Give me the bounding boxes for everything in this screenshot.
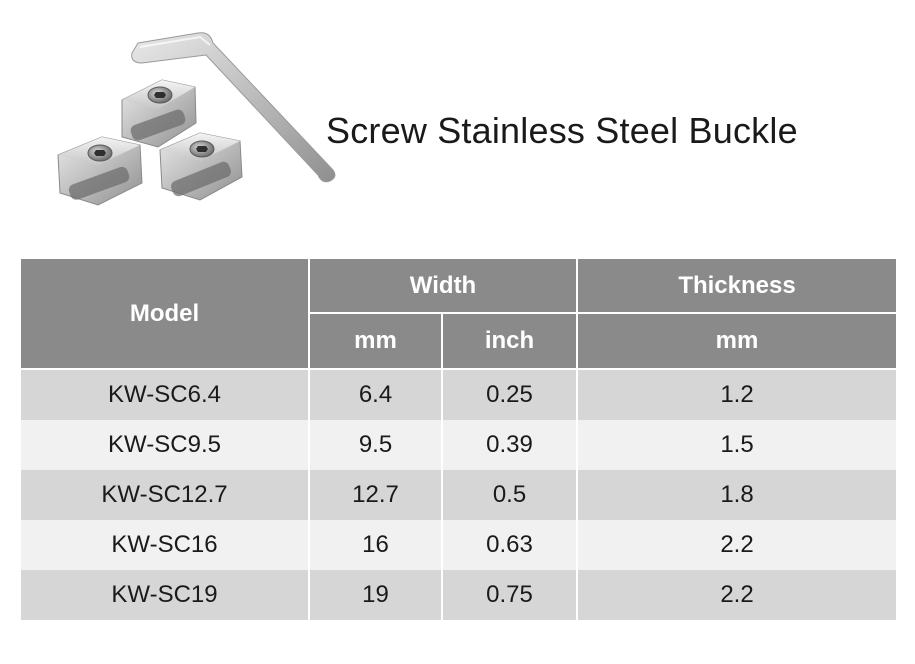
cell-model: KW-SC6.4	[21, 369, 309, 420]
product-image	[50, 25, 350, 220]
cell-model: KW-SC19	[21, 570, 309, 620]
buckle-left-icon	[58, 137, 142, 205]
table-row	[21, 520, 896, 570]
cell-width-inch: 0.39	[442, 420, 577, 470]
cell-width-mm: 12.7	[309, 470, 442, 520]
table-row	[21, 369, 896, 420]
buckle-center-icon	[122, 80, 196, 147]
cell-width-mm: 6.4	[309, 369, 442, 420]
cell-width-inch: 0.25	[442, 369, 577, 420]
cell-thickness: 2.2	[577, 520, 896, 570]
cell-thickness: 1.5	[577, 420, 896, 470]
header-width: Width	[309, 258, 577, 313]
cell-model: KW-SC9.5	[21, 420, 309, 470]
header-thickness: Thickness	[577, 258, 896, 313]
cell-thickness: 1.8	[577, 470, 896, 520]
header-model: Model	[21, 258, 309, 369]
table-row	[21, 470, 896, 520]
cell-model: KW-SC16	[21, 520, 309, 570]
cell-width-inch: 0.75	[442, 570, 577, 620]
cell-width-inch: 0.63	[442, 520, 577, 570]
cell-width-mm: 9.5	[309, 420, 442, 470]
header-thickness-mm: mm	[577, 313, 896, 369]
cell-width-mm: 19	[309, 570, 442, 620]
cell-thickness: 1.2	[577, 369, 896, 420]
table-row	[21, 420, 896, 470]
page-title: Screw Stainless Steel Buckle	[326, 110, 798, 151]
cell-width-inch: 0.5	[442, 470, 577, 520]
buckle-right-icon	[160, 133, 242, 200]
cell-thickness: 2.2	[577, 570, 896, 620]
cell-width-mm: 16	[309, 520, 442, 570]
header-width-inch: inch	[442, 313, 577, 369]
header-width-mm: mm	[309, 313, 442, 369]
specification-table	[21, 257, 896, 620]
cell-model: KW-SC12.7	[21, 470, 309, 520]
table-row	[21, 570, 896, 620]
